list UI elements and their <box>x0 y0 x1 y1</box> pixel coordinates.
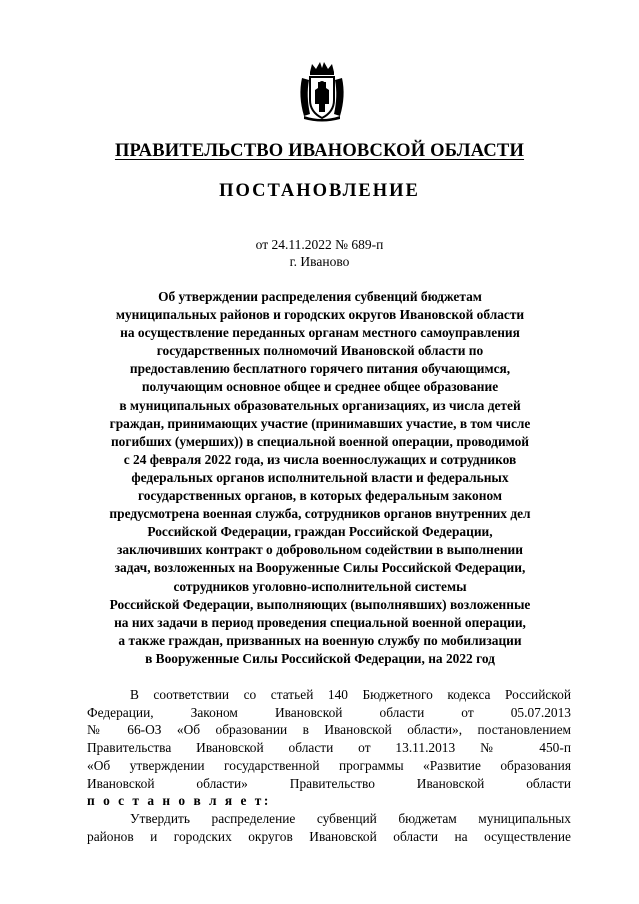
body-line: Федерации, Законом Ивановской области от 05.07.2013 <box>87 704 571 720</box>
body-line: В соответствии со статьей 140 Бюджетного кодекса Российской <box>130 687 571 702</box>
ivanovo-coat-of-arms-icon <box>296 60 348 122</box>
city: г. Иваново <box>289 254 350 269</box>
document-type: ПОСТАНОВЛЕНИЕ <box>219 181 420 201</box>
title-line: получающим основное общее и среднее общее образование <box>141 379 499 395</box>
body-line: «Об утверждении государственной программы «Развитие образования <box>87 757 571 773</box>
title-line: в Вооруженные Силы Российской Федерации, на 2022 год <box>145 650 495 666</box>
title-line: с 24 февраля 2022 года, из числа военнослужащих и сотрудников <box>123 451 517 467</box>
body-line: Утвердить распределение субвенций бюджетам муниципальных <box>130 810 571 826</box>
document-title <box>80 288 560 668</box>
title-line: погибших (умерших)) в специальной военной операции, проводимой <box>110 433 530 449</box>
title-line: федеральных органов исполнительной власти и федеральных <box>131 469 509 485</box>
government-name: ПРАВИТЕЛЬСТВО ИВАНОВСКОЙ ОБЛАСТИ <box>114 141 525 161</box>
title-line: граждан, принимающих участие (принимавших участие, в том числе <box>109 415 531 431</box>
title-line: государственных органов, в которых федеральным законом <box>137 488 503 504</box>
title-line: задач, возложенных на Вооруженные Силы Российской Федерации, <box>114 560 526 576</box>
document-body <box>87 686 571 845</box>
body-line: районов и городских округов Ивановской области на осуществление <box>87 828 571 844</box>
resolves-word: п о с т а н о в л я е т: <box>87 793 271 809</box>
title-line: государственных полномочий Ивановской области по <box>156 343 484 359</box>
title-line: Об утверждении распределения субвенций бюджетам <box>158 289 482 304</box>
title-line: предоставлению бесплатного горячего питания обучающимся, <box>129 361 511 377</box>
title-line: на осуществление переданных органам местного самоуправления <box>120 325 520 341</box>
title-line: в муниципальных образовательных организациях, из числа детей <box>119 397 521 413</box>
title-line: а также граждан, призванных на военную службу по мобилизации <box>118 632 522 648</box>
body-line: № 66-ОЗ «Об образовании в Ивановской области», постановлением <box>87 722 571 738</box>
title-line: сотрудников уголовно-исполнительной системы <box>173 578 467 594</box>
title-line: муниципальных районов и городских округов Ивановской области <box>115 307 525 323</box>
title-line: Российской Федерации, граждан Российской Федерации, <box>147 524 493 540</box>
title-line: на них задачи в период проведения специальной военной операции, <box>114 614 526 630</box>
body-line: Правительства Ивановской области от 13.11.2013 № 450-п <box>87 740 571 756</box>
title-line: предусмотрена военная служба, сотрудников органов внутренних дел <box>109 506 531 522</box>
title-line: заключивших контракт о добровольном содействии в выполнении <box>117 542 523 558</box>
body-line: Ивановской области» Правительство Ивановской области <box>87 775 571 791</box>
date-number: от 24.11.2022 № 689-п <box>255 237 384 252</box>
title-line: Российской Федерации, выполняющих (выполнявших) возложенные <box>109 596 531 612</box>
